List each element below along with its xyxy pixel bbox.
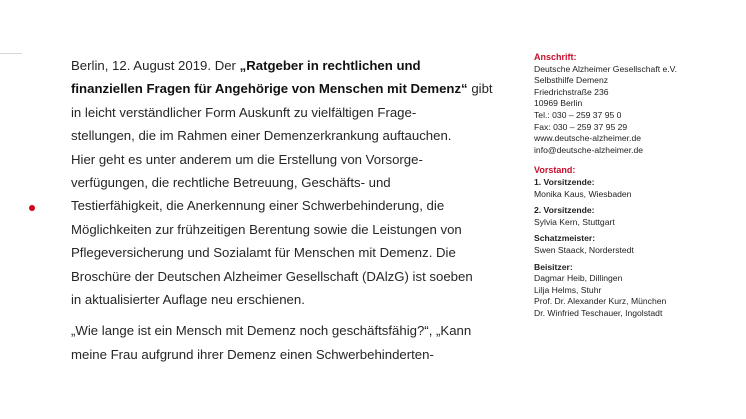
address-heading: Anschrift:: [534, 52, 577, 62]
header-divider: [0, 53, 22, 54]
board-member-name: Dr. Winfried Teschauer, Ingolstadt: [534, 307, 663, 318]
intro-rest: gibt in leicht verständlicher Form Auskunft zu vielfältigen Frage- stellungen, die im Rahmen einer Demenzerkrankung auftauchen. Hier geht es unter anderem um die Erstellung von Vorsorge- verfügungen, die rechtliche Betreuung, Geschäfts- und Testierfähigkeit, die Anerkennung einer Schwerbehinderung, die Möglichkeiten zur frühzeitigen Berentung sowie die Leistungen von Pflegeversicherung und Sozialamt für Menschen mit Demenz. Die Broschüre der Deutschen Alzheimer Gesellschaft (DAlzG) ist soeben in aktualisierter Auflage neu erschienen.: [71, 81, 493, 308]
first-paragraph: [71, 54, 511, 311]
press-release-body: [71, 54, 511, 366]
website-link[interactable]: www.deutsche-alzheimer.de: [534, 133, 641, 144]
brochure-title: „Ratgeber in rechtlichen und finanziellen Fragen für Angehörige von Menschen mit Demenz“: [71, 58, 468, 97]
second-paragraph: „Wie lange ist ein Mensch mit Demenz noch geschäftsfähig?“, „Kann meine Frau aufgrund ihrer Demenz einen Schwerbehinderten-: [71, 323, 472, 362]
board-heading: Vorstand:: [534, 165, 576, 176]
board-member-name: Swen Staack, Norderstedt: [534, 244, 634, 255]
fax-line: Fax: 030 – 259 37 95 29: [534, 121, 628, 132]
phone-line: Tel.: 030 – 259 37 95 0: [534, 109, 622, 120]
board-role-title: Schatzmeister:: [534, 233, 596, 244]
board-member-name: Sylvia Kern, Stuttgart: [534, 216, 615, 227]
board-block: [534, 165, 739, 319]
board-member-name: Prof. Dr. Alexander Kurz, München: [534, 296, 667, 307]
intro-prefix: Berlin, 12. August 2019. Der: [71, 58, 240, 73]
board-member-name: Dagmar Heib, Dillingen: [534, 273, 623, 284]
address-line: Deutsche Alzheimer Gesellschaft e.V.: [534, 63, 677, 74]
letterhead-sidebar: [534, 52, 739, 328]
board-member-name: Monika Kaus, Wiesbaden: [534, 188, 632, 199]
board-role-group: [534, 177, 739, 200]
board-member-name: Lilja Helms, Stuhr: [534, 284, 602, 295]
red-bullet-marker: [29, 205, 35, 211]
address-line: Selbsthilfe Demenz: [534, 75, 609, 86]
board-role-group: [534, 205, 739, 228]
board-role-title: Beisitzer:: [534, 261, 573, 272]
board-role-title: 2. Vorsitzende:: [534, 205, 595, 216]
address-line: 10969 Berlin: [534, 98, 583, 109]
board-role-title: 1. Vorsitzende:: [534, 176, 595, 187]
address-line: Friedrichstraße 236: [534, 86, 609, 97]
board-role-group: [534, 233, 739, 256]
address-block: [534, 52, 739, 156]
board-role-group: [534, 262, 739, 320]
email-link[interactable]: info@deutsche-alzheimer.de: [534, 144, 644, 155]
